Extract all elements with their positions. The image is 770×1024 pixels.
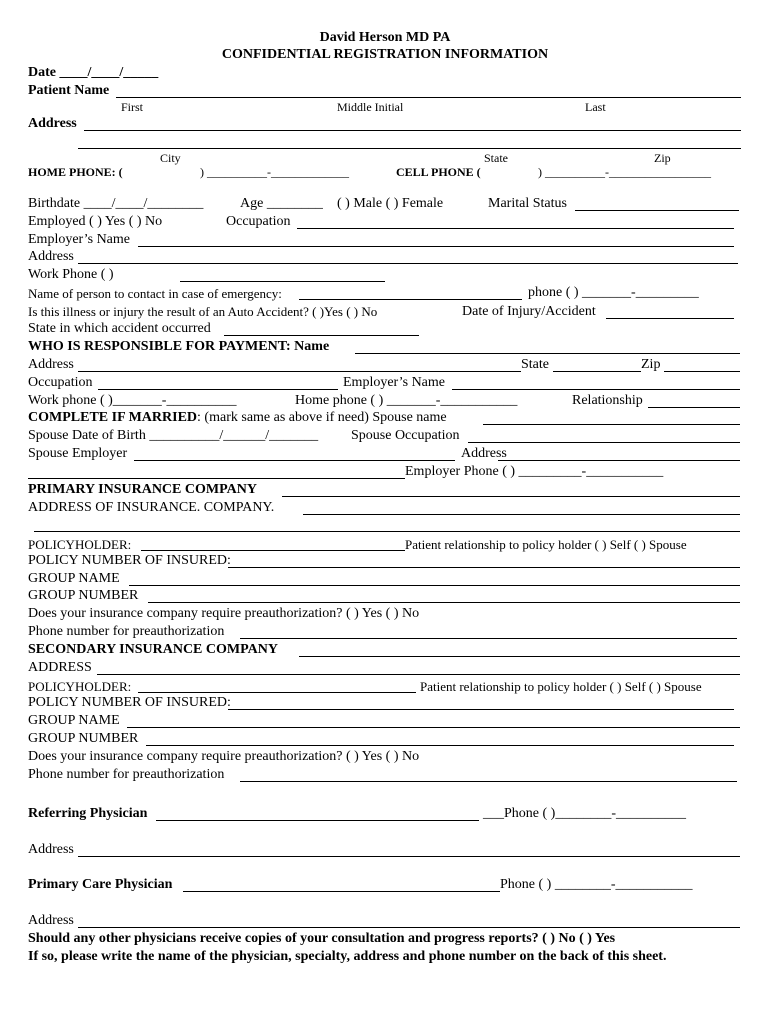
primary-policy-number-line[interactable] [228, 567, 740, 568]
primary-care-physician-line[interactable] [183, 891, 500, 892]
secondary-insurance-line[interactable] [299, 656, 740, 657]
secondary-group-name-line[interactable] [127, 727, 740, 728]
secondary-policyholder-label: POLICYHOLDER: [28, 679, 132, 694]
primary-insurance-address-line-2[interactable] [34, 531, 740, 532]
address-line-2[interactable] [78, 148, 741, 149]
primary-policy-number-label: POLICY NUMBER OF INSURED: [28, 553, 231, 568]
patient-name-label: Patient Name [28, 83, 110, 98]
secondary-relationship-checkboxes[interactable]: Patient relationship to policy holder ( ) Self ( ) Spouse [420, 679, 702, 694]
payer-occupation-line[interactable] [98, 389, 338, 390]
payer-address-label: Address [28, 357, 74, 372]
last-name-caption: Last [585, 100, 606, 114]
home-phone-field[interactable]: ) __________-_____________ [200, 165, 349, 179]
middle-initial-caption: Middle Initial [337, 100, 404, 114]
payer-occupation-label: Occupation [28, 375, 93, 390]
secondary-preauth-question[interactable]: Does your insurance company require preauthorization? ( ) Yes ( ) No [28, 749, 420, 764]
secondary-preauth-phone-label: Phone number for preauthorization [28, 767, 225, 782]
primary-policyholder-line[interactable] [141, 550, 405, 551]
spouse-employer-line-2[interactable] [28, 478, 405, 479]
employed-checkboxes[interactable]: Employed ( ) Yes ( ) No [28, 214, 163, 229]
first-name-caption: First [121, 100, 144, 114]
spouse-employer-address-line[interactable] [498, 460, 740, 461]
payer-employer-line[interactable] [452, 389, 740, 390]
referring-address-line[interactable] [78, 856, 740, 857]
injury-date-line[interactable] [606, 318, 734, 319]
spouse-employer-address-label: Address [461, 446, 507, 461]
spouse-occupation-line[interactable] [468, 442, 740, 443]
practice-name: David Herson MD PA [319, 30, 451, 45]
secondary-group-number-line[interactable] [146, 745, 734, 746]
secondary-policy-number-line[interactable] [228, 709, 734, 710]
address-line-1[interactable] [84, 130, 741, 131]
emergency-phone-field[interactable]: phone ( ) _______-_________ [528, 285, 699, 300]
spouse-employer-line[interactable] [134, 460, 455, 461]
copies-question[interactable]: Should any other physicians receive copies of your consultation and progress reports? ( ) No ( ) Yes [28, 931, 616, 946]
payer-zip-label: Zip [641, 357, 661, 372]
employer-name-label: Employer’s Name [28, 232, 130, 247]
cell-phone-label: CELL PHONE ( [396, 165, 481, 179]
primary-care-address-label: Address [28, 913, 74, 928]
primary-care-physician-label: Primary Care Physician [28, 877, 173, 892]
payer-address-line[interactable] [78, 371, 521, 372]
secondary-address-label: ADDRESS [28, 660, 92, 675]
referring-phone-field[interactable]: ___Phone ( )________-__________ [483, 806, 686, 821]
address-label: Address [28, 116, 77, 131]
secondary-policyholder-line[interactable] [138, 692, 416, 693]
secondary-policy-number-label: POLICY NUMBER OF INSURED: [28, 695, 231, 710]
spouse-birthdate-field[interactable]: Spouse Date of Birth __________/______/_______ [28, 428, 319, 443]
marital-status-label: Marital Status [488, 196, 567, 211]
accident-state-label: State in which accident occurred [28, 321, 211, 336]
primary-group-number-label: GROUP NUMBER [28, 588, 139, 603]
state-caption: State [484, 151, 508, 165]
work-phone-line[interactable] [180, 281, 385, 282]
copies-instruction: If so, please write the name of the physician, specialty, address and phone number on the back of this sheet. [28, 949, 667, 964]
auto-accident-question[interactable]: Is this illness or injury the result of an Auto Accident? ( )Yes ( ) No [28, 304, 378, 319]
referring-physician-line[interactable] [156, 820, 479, 821]
date-field[interactable]: Date ____/____/_____ [28, 65, 159, 80]
primary-group-name-line[interactable] [129, 585, 740, 586]
marital-status-line[interactable] [575, 210, 739, 211]
spouse-employer-label: Spouse Employer [28, 446, 128, 461]
cell-phone-field[interactable]: ) __________-_________________ [538, 165, 711, 179]
primary-care-phone-field[interactable]: Phone ( ) ________-___________ [500, 877, 693, 892]
city-caption: City [160, 151, 181, 165]
primary-relationship-checkboxes[interactable]: Patient relationship to policy holder ( ) Self ( ) Spouse [405, 537, 687, 552]
employer-address-line[interactable] [78, 263, 738, 264]
payer-relationship-line[interactable] [648, 407, 740, 408]
zip-caption: Zip [654, 151, 671, 165]
secondary-group-number-label: GROUP NUMBER [28, 731, 139, 746]
primary-group-number-line[interactable] [148, 602, 740, 603]
spouse-occupation-label: Spouse Occupation [351, 428, 460, 443]
payer-state-line[interactable] [553, 371, 641, 372]
primary-insurance-heading: PRIMARY INSURANCE COMPANY [28, 482, 257, 497]
employer-phone-field[interactable]: Employer Phone ( ) _________-___________ [405, 464, 664, 479]
patient-name-line[interactable] [116, 97, 741, 98]
payer-name-line[interactable] [355, 353, 740, 354]
referring-address-label: Address [28, 842, 74, 857]
occupation-line[interactable] [297, 228, 734, 229]
primary-preauth-phone-line[interactable] [240, 638, 737, 639]
secondary-preauth-phone-line[interactable] [240, 781, 737, 782]
primary-insurance-line[interactable] [282, 496, 740, 497]
emergency-contact-label: Name of person to contact in case of emergency: [28, 286, 282, 301]
home-phone-label: HOME PHONE: ( [28, 165, 123, 179]
birthdate-field[interactable]: Birthdate ____/____/________ [28, 196, 204, 211]
primary-preauth-question[interactable]: Does your insurance company require preauthorization? ( ) Yes ( ) No [28, 606, 420, 621]
primary-policyholder-label: POLICYHOLDER: [28, 537, 132, 552]
primary-group-name-label: GROUP NAME [28, 571, 120, 586]
work-phone-label: Work Phone ( ) [28, 267, 114, 282]
occupation-label: Occupation [226, 214, 291, 229]
employer-address-label: Address [28, 249, 74, 264]
secondary-address-line[interactable] [97, 674, 740, 675]
spouse-name-line[interactable] [483, 424, 740, 425]
age-field[interactable]: Age ________ [240, 196, 323, 211]
married-heading: COMPLETE IF MARRIED: (mark same as above if need) Spouse name [28, 410, 447, 425]
primary-preauth-phone-label: Phone number for preauthorization [28, 624, 225, 639]
form-title: CONFIDENTIAL REGISTRATION INFORMATION [221, 47, 549, 62]
primary-insurance-address-label: ADDRESS OF INSURANCE. COMPANY. [28, 500, 275, 515]
primary-insurance-address-line[interactable] [303, 514, 740, 515]
secondary-insurance-heading: SECONDARY INSURANCE COMPANY [28, 642, 278, 657]
payer-employer-label: Employer’s Name [343, 375, 445, 390]
secondary-group-name-label: GROUP NAME [28, 713, 120, 728]
payer-work-phone-field[interactable]: Work phone ( )_______-__________ [28, 393, 237, 408]
payer-relationship-label: Relationship [572, 393, 643, 408]
accident-state-line[interactable] [224, 335, 419, 336]
payment-heading: WHO IS RESPONSIBLE FOR PAYMENT: Name [28, 339, 330, 354]
payer-zip-line[interactable] [664, 371, 740, 372]
referring-physician-label: Referring Physician [28, 806, 148, 821]
sex-checkboxes[interactable]: ( ) Male ( ) Female [337, 196, 444, 211]
injury-date-label: Date of Injury/Accident [462, 304, 596, 319]
payer-state-label: State [521, 357, 549, 372]
primary-care-address-line[interactable] [78, 927, 740, 928]
employer-name-line[interactable] [138, 246, 734, 247]
emergency-contact-line[interactable] [299, 299, 522, 300]
payer-home-phone-field[interactable]: Home phone ( ) _______-___________ [295, 393, 518, 408]
